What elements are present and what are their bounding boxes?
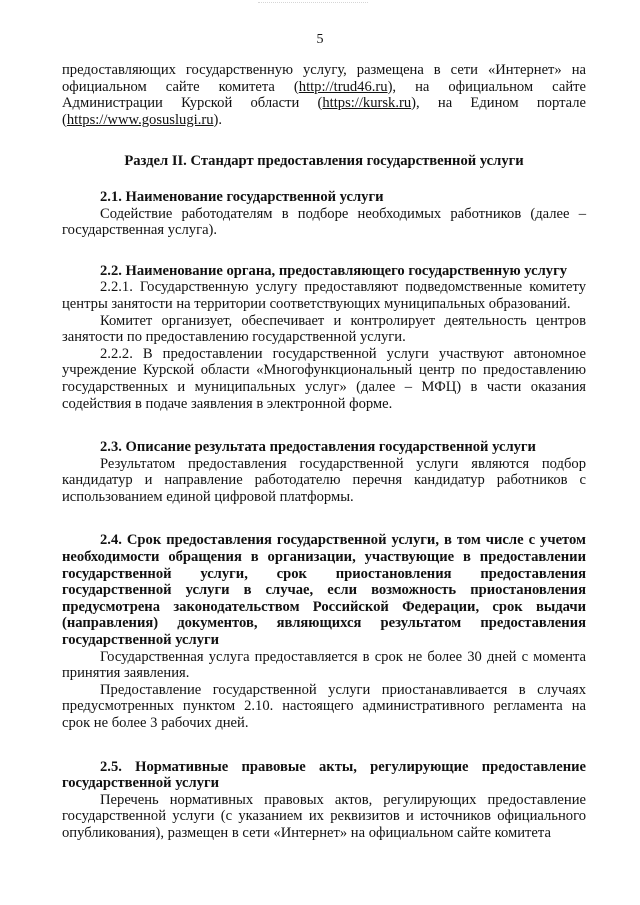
heading-2-4: 2.4. Срок предоставления государственной услуги, в том числе с учетом необходимости обращения в организации, участвующие в предоставлении государственной услуги, срок приостановления предоставления государственной услуги в случае, если возможность приостановления предусмотрена законодательством Российской Федерации, срок выдачи (направления) документов, являющихся результатом предоставления государственной услуги — [62, 532, 586, 649]
paragraph-2-3: Результатом предоставления государственной услуги являются подбор кандидатур и направление работодателю перечня кандидатур работников с использованием единой цифровой платформы. — [62, 455, 586, 505]
heading-2-3: 2.3. Описание результата предоставления государственной услуги — [100, 439, 536, 456]
intro-text: предоставляющих государственную услугу, размещена в сети «Интернет» на официальном сайте комитета ( — [62, 62, 586, 95]
heading-2-5: 2.5. Нормативные правовые акты, регулирующие предоставление государственной услуги — [62, 758, 586, 792]
paragraph-2-4-term: Государственная услуга предоставляется в срок не более 30 дней с момента принятия заявления. — [62, 648, 586, 682]
section-title: Раздел II. Стандарт предоставления государственной услуги — [124, 153, 524, 170]
paragraph-2-2-1: 2.2.1. Государственную услугу предоставляют подведомственные комитету центры занятости на территории соответствующих муниципальных образований. — [62, 279, 586, 312]
paragraph-2-2-2: 2.2.2. В предоставлении государственной услуги участвуют автономное учреждение Курской области «Многофункциональный центр по предоставлению государственных и муниципальных услуг» (далее – МФЦ) в части оказания содействия в подаче заявления в электронной форме. — [62, 345, 586, 412]
intro-text: ), на Едином портале ( — [62, 95, 586, 128]
document-body — [62, 62, 586, 842]
page-number: 5 — [316, 32, 324, 47]
intro-paragraph — [62, 62, 586, 128]
intro-text: ). — [213, 111, 223, 128]
paragraph-2-2-committee: Комитет организует, обеспечивает и контролирует деятельность центров занятости по предоставлению государственной услуги. — [62, 312, 586, 346]
intro-text: ), на официальном сайте Администрации Курской области ( — [62, 78, 586, 112]
paragraph-2-5: Перечень нормативных правовых актов, регулирующих предоставление государственной услуги (с указанием их реквизитов и источников официального опубликования), размещен в сети «Интернет» на официальном сайте комитета — [62, 791, 586, 841]
heading-2-1: 2.1. Наименование государственной услуги — [100, 188, 384, 205]
link-gosuslugi[interactable]: https://www.gosuslugi.ru — [66, 111, 214, 128]
link-kursk[interactable]: https://kursk.ru — [322, 95, 412, 112]
scan-artifact — [258, 2, 368, 9]
link-trud46[interactable]: http://trud46.ru — [298, 78, 388, 95]
heading-2-2: 2.2. Наименование органа, предоставляющего государственную услугу — [100, 262, 568, 279]
paragraph-2-1: Содействие работодателям в подборе необходимых работников (далее – государственная услуга). — [62, 205, 586, 239]
paragraph-2-4-suspension: Предоставление государственной услуги приостанавливается в случаях предусмотренных пунктом 2.10. настоящего административного регламента на срок не более 3 рабочих дней. — [62, 681, 586, 731]
